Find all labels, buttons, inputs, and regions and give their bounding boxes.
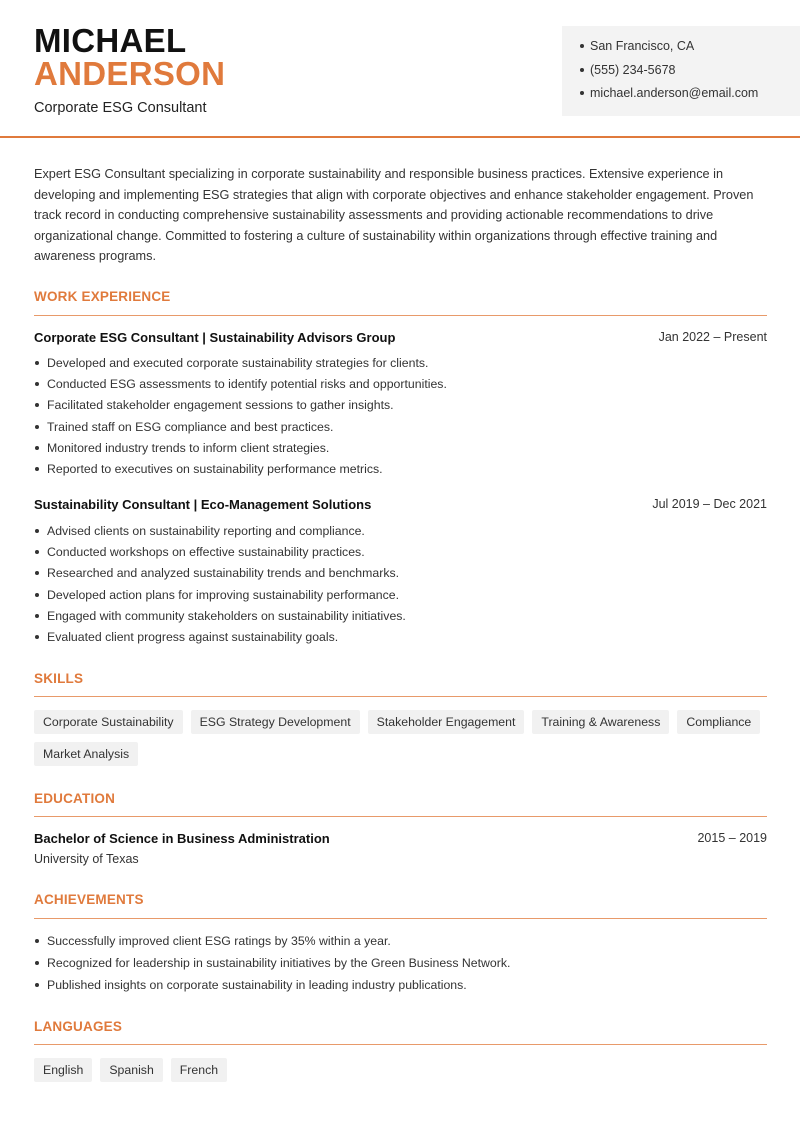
last-name: ANDERSON (34, 55, 226, 92)
job-header (34, 497, 767, 512)
skill-tag: ESG Strategy Development (191, 710, 360, 734)
skill-tag: Training & Awareness (532, 710, 669, 734)
section-divider (34, 696, 767, 697)
list-item: Published insights on corporate sustainability in leading industry publications. (34, 976, 767, 998)
list-item: Developed and executed corporate sustainability strategies for clients. (34, 354, 767, 375)
section-divider (34, 1044, 767, 1045)
skills-tags (34, 710, 767, 766)
skill-tag: Market Analysis (34, 742, 138, 766)
list-item: Reported to executives on sustainability performance metrics. (34, 460, 767, 481)
job-header (34, 330, 767, 345)
section-divider (34, 918, 767, 919)
language-tag: French (171, 1058, 227, 1082)
list-item: Monitored industry trends to inform client strategies. (34, 439, 767, 460)
section-title-work: WORK EXPERIENCE (34, 289, 171, 304)
language-tag: English (34, 1058, 92, 1082)
list-item: Advised clients on sustainability reporting and compliance. (34, 522, 767, 543)
education-school: University of Texas (34, 852, 139, 866)
section-title-education: EDUCATION (34, 791, 116, 806)
list-item: Developed action plans for improving sustainability performance. (34, 586, 767, 607)
education-degree: Bachelor of Science in Business Administration (34, 831, 330, 846)
list-item: Conducted workshops on effective sustainability practices. (34, 543, 767, 564)
education-header (34, 831, 767, 846)
section-divider (34, 816, 767, 817)
skill-tag: Compliance (677, 710, 760, 734)
job-dates: Jan 2022 – Present (658, 330, 767, 344)
contact-phone: (555) 234-5678 (580, 61, 800, 85)
first-name: MICHAEL (34, 22, 187, 59)
contact-email: michael.anderson@email.com (580, 84, 800, 108)
resume-header (0, 0, 800, 138)
languages-tags (34, 1058, 767, 1082)
list-item: Facilitated stakeholder engagement sessions to gather insights. (34, 396, 767, 417)
job-role: Corporate ESG Consultant | Sustainability Advisors Group (34, 330, 396, 345)
list-item: Conducted ESG assessments to identify potential risks and opportunities. (34, 375, 767, 396)
section-title-achievements: ACHIEVEMENTS (34, 892, 144, 907)
list-item: Successfully improved client ESG ratings by 35% within a year. (34, 932, 767, 954)
skill-tag: Stakeholder Engagement (368, 710, 525, 734)
section-title-skills: SKILLS (34, 671, 84, 686)
list-item: Researched and analyzed sustainability trends and benchmarks. (34, 564, 767, 585)
achievements-list (34, 932, 767, 998)
section-divider (34, 315, 767, 316)
skill-tag: Corporate Sustainability (34, 710, 183, 734)
list-item: Evaluated client progress against sustainability goals. (34, 628, 767, 649)
language-tag: Spanish (100, 1058, 162, 1082)
job-dates: Jul 2019 – Dec 2021 (652, 497, 767, 511)
summary-paragraph: Expert ESG Consultant specializing in corporate sustainability and responsible business practices. Extensive experience in developing and implementing ESG strategies that align with corporate objectives and enhance stakeholder engagement. Proven track record in conducting comprehensive sustainability assessments and providing actionable recommendations to drive organizational change. Committed to fostering a culture of sustainability within organizations through effective training and awareness programs. (34, 167, 754, 263)
contact-box (562, 26, 800, 116)
contact-location: San Francisco, CA (580, 37, 800, 61)
list-item: Recognized for leadership in sustainability initiatives by the Green Business Network. (34, 954, 767, 976)
section-title-languages: LANGUAGES (34, 1019, 123, 1034)
job-title: Corporate ESG Consultant (34, 100, 207, 116)
list-item: Engaged with community stakeholders on sustainability initiatives. (34, 607, 767, 628)
job-bullets (34, 354, 767, 481)
list-item: Trained staff on ESG compliance and best practices. (34, 418, 767, 439)
job-role: Sustainability Consultant | Eco-Management Solutions (34, 497, 372, 512)
job-bullets (34, 522, 767, 649)
contact-list (580, 37, 800, 108)
education-dates: 2015 – 2019 (697, 831, 767, 845)
